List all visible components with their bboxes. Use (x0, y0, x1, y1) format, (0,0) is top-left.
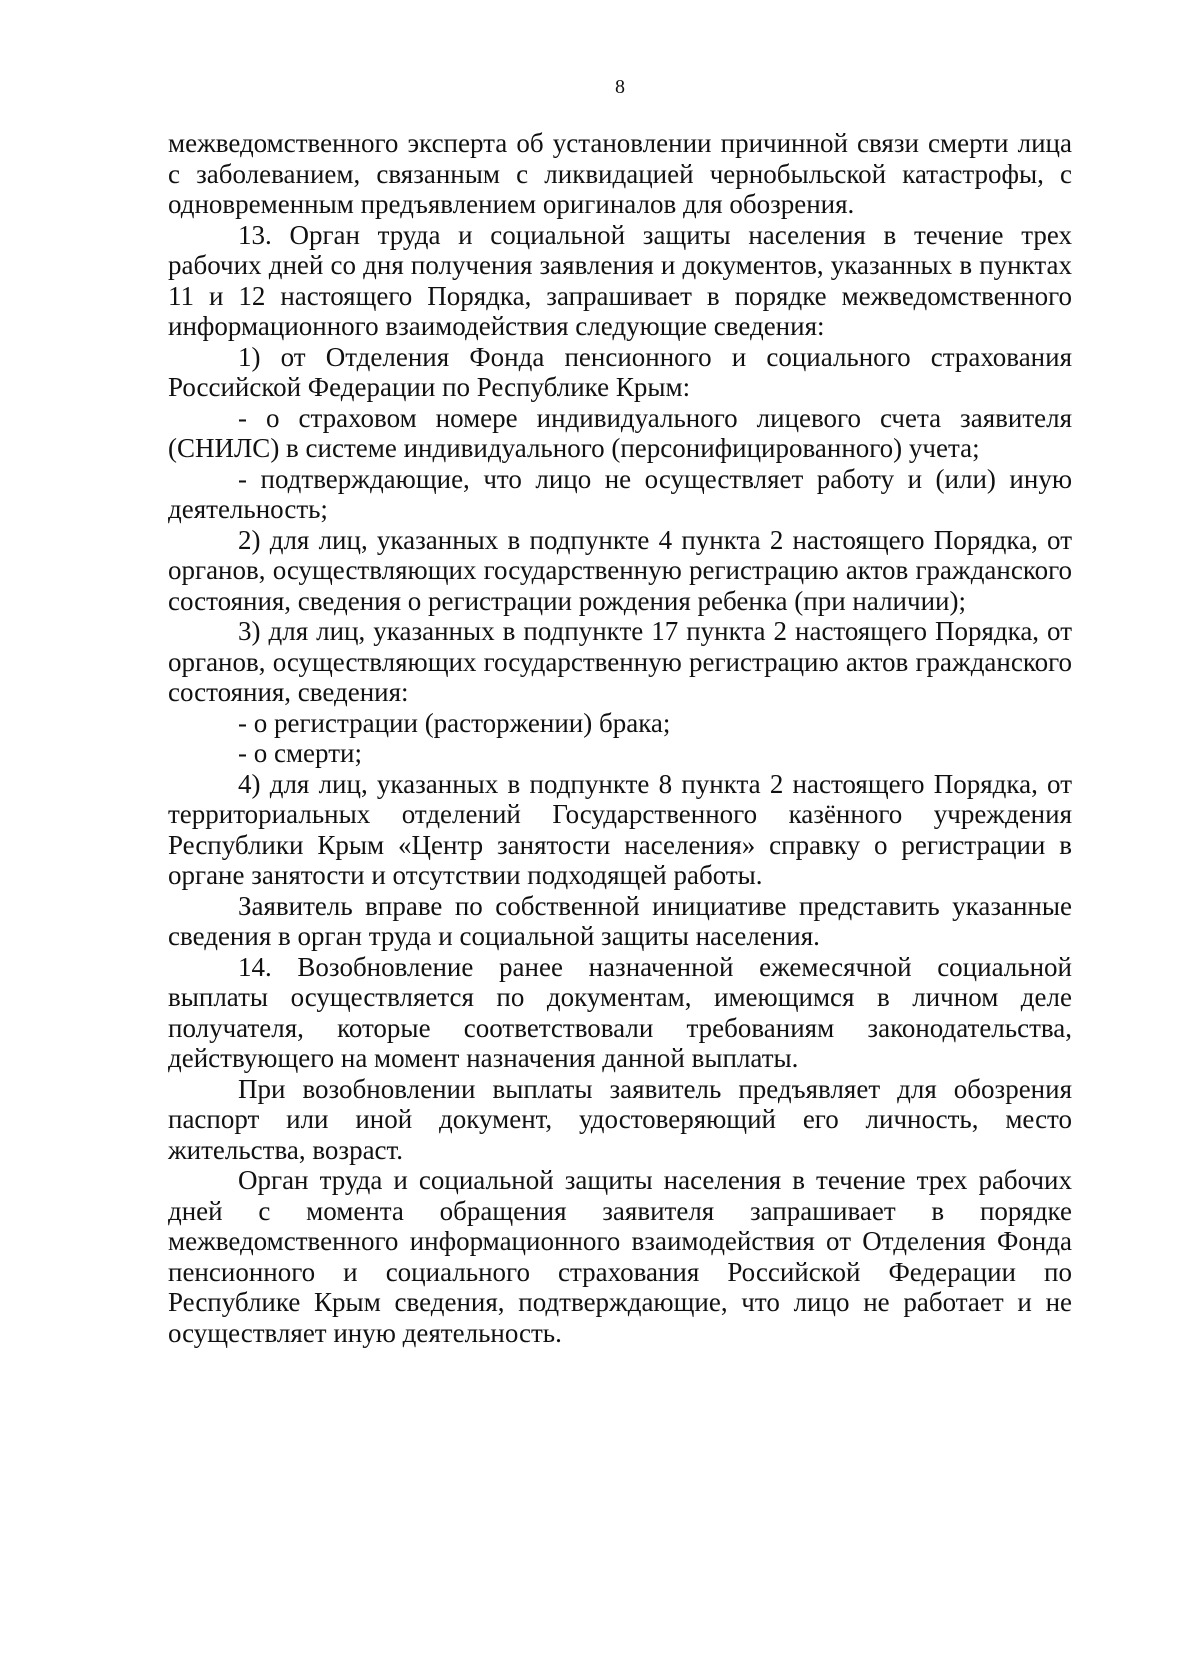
document-body (168, 128, 1072, 1348)
paragraph-renewal-request: Орган труда и социальной защиты населения в течение трех рабочих дней с момента обращения заявителя запрашивает в порядке межведомственного информационного взаимодействия от Отделения Фонда пенсионного и социального страхования Российской Федерации по Республике Крым сведения, подтверждающие, что лицо не работает и не осуществляет иную деятельность. (168, 1165, 1072, 1348)
paragraph-dash-snils: - о страховом номере индивидуального лицевого счета заявителя (СНИЛС) в системе индивидуального (персонифицированного) учета; (168, 402, 1072, 463)
paragraph-renewal-documents: При возобновлении выплаты заявитель предъявляет для обозрения паспорт или иной документ, удостоверяющий его личность, место жительства, возраст. (168, 1073, 1072, 1165)
paragraph-item-14: 14. Возобновление ранее назначенной ежемесячной социальной выплаты осуществляется по документам, имеющимся в личном деле получателя, которые соответствовали требованиям законодательства, действующего на момент назначения данной выплаты. (168, 951, 1072, 1073)
paragraph-subitem-4: 4) для лиц, указанных в подпункте 8 пункта 2 настоящего Порядка, от территориальных отделений Государственного казённого учреждения Республики Крым «Центр занятости населения» справку о регистрации в органе занятости и отсутствии подходящей работы. (168, 768, 1072, 890)
paragraph-subitem-2: 2) для лиц, указанных в подпункте 4 пункта 2 настоящего Порядка, от органов, осуществляющих государственную регистрацию актов гражданского состояния, сведения о регистрации рождения ребенка (при наличии); (168, 524, 1072, 616)
paragraph-dash-marriage: - о регистрации (расторжении) брака; (238, 707, 671, 738)
paragraph-continuation: межведомственного эксперта об установлении причинной связи смерти лица с заболеванием, связанным с ликвидацией чернобыльской катастрофы, с одновременным предъявлением оригиналов для обозрения. (168, 128, 1072, 219)
paragraph-subitem-3: 3) для лиц, указанных в подпункте 17 пункта 2 настоящего Порядка, от органов, осуществляющих государственную регистрацию актов гражданского состояния, сведения: (168, 616, 1072, 707)
paragraph-item-13: 13. Орган труда и социальной защиты населения в течение трех рабочих дней со дня получения заявления и документов, указанных в пунктах 11 и 12 настоящего Порядка, запрашивает в порядке межведомственного информационного взаимодействия следующие сведения: (168, 219, 1072, 341)
paragraph-dash-activity: - подтверждающие, что лицо не осуществляет работу и (или) иную деятельность; (168, 463, 1072, 524)
paragraph-subitem-1: 1) от Отделения Фонда пенсионного и социального страхования Российской Федерации по Республике Крым: (168, 341, 1072, 402)
paragraph-applicant-right: Заявитель вправе по собственной инициативе представить указанные сведения в орган труда и социальной защиты населения. (168, 890, 1072, 951)
page-number: 8 (615, 76, 625, 98)
paragraph-dash-death: - о смерти; (238, 738, 362, 768)
